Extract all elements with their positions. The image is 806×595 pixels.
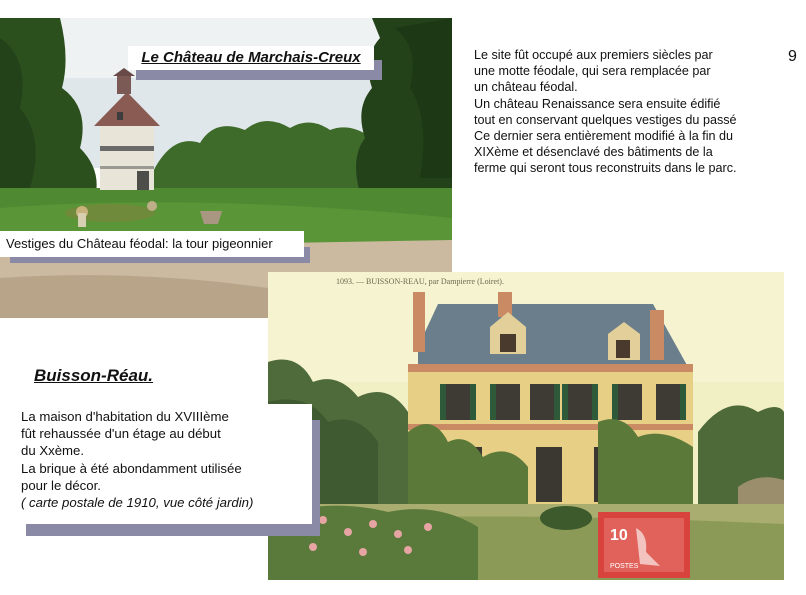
section-title-marchais-creux: Le Château de Marchais-Creux xyxy=(128,46,374,70)
paragraph-line: une motte féodale, qui sera remplacée par xyxy=(474,64,711,79)
paragraph-line: ferme qui seront tous reconstruits dans le parc. xyxy=(474,161,737,176)
paragraph-line: Un château Renaissance sera ensuite édifié xyxy=(474,96,721,111)
postcard-note: ( carte postale de 1910, vue côté jardin) xyxy=(21,495,254,511)
photo-caption-pigeonnier: Vestiges du Château féodal: la tour pigeonnier xyxy=(0,231,304,257)
section-title-buisson-reau: Buisson-Réau. xyxy=(34,366,154,385)
paragraph-line: un château féodal. xyxy=(474,80,578,95)
paragraph-line: Ce dernier sera entièrement modifié à la fin du xyxy=(474,129,734,144)
paragraph-line: pour le décor. xyxy=(21,477,101,493)
history-paragraph-marchais xyxy=(474,47,774,177)
paragraph-line: La maison d'habitation du XVIIIème xyxy=(21,409,229,424)
paragraph-line: XIXème et désenclavé des bâtiments de la xyxy=(474,145,713,160)
page-number: 9 xyxy=(788,48,797,65)
stamp-text: POSTES xyxy=(610,563,639,570)
postcard-header: 1093. — BUISSON-REAU, par Dampierre (Loiret). xyxy=(336,277,504,286)
paragraph-line: tout en conservant quelques vestiges du passé xyxy=(474,112,737,127)
buisson-reau-postcard xyxy=(268,272,784,580)
paragraph-line: La brique à été abondamment utilisée xyxy=(21,460,242,476)
paragraph-line: Le site fût occupé aux premiers siècles par xyxy=(474,48,713,62)
paragraph-line: du Xxème. xyxy=(21,443,85,459)
history-paragraph-buisson-reau xyxy=(0,404,312,524)
stamp-value: 10 xyxy=(610,527,628,544)
paragraph-line: fût rehaussée d'un étage au début xyxy=(21,426,221,442)
postage-stamp xyxy=(598,512,690,578)
